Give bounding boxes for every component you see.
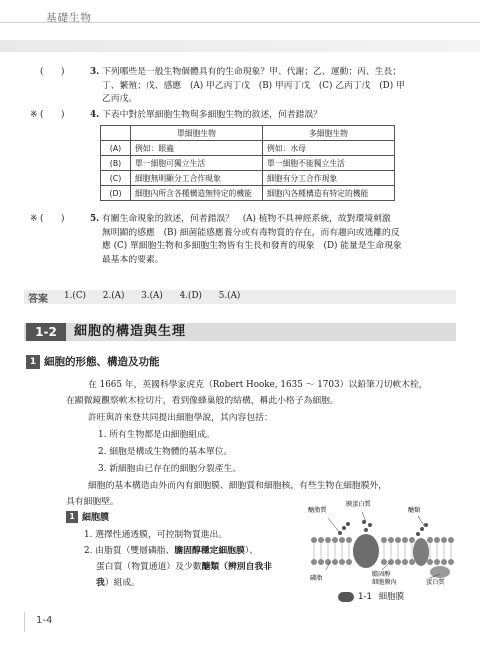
transmembrane-protein (413, 538, 429, 566)
cell-membrane-diagram (300, 500, 460, 586)
table-cell: 例如：眼蟲 (131, 141, 263, 156)
running-header-title: 基礎生物 (46, 12, 92, 24)
paragraph-line: 在 1665 年，英國科學家虎克（Robert Hooke, 1635 ～ 1703）以鉛筆刀切軟木栓， (88, 380, 428, 390)
topic-emphasis: 膽固醇穩定細胞膜 (174, 546, 245, 556)
topic-text: ）組成。 (104, 578, 141, 588)
label-phospholipid: 磷脂 (310, 575, 323, 582)
topic-line (84, 544, 258, 558)
topic-text: 蛋白質（物質通道）及少數 (96, 562, 202, 572)
label-glycolipid: 醣脂質 (308, 507, 327, 514)
paragraph-line: 細胞的基本構造由外而內有細胞膜、細胞質和細胞核，有些生物在細胞膜外， (88, 481, 388, 491)
answer-label: 答案 (28, 294, 48, 305)
label-cholesterol: 膽固醇 (372, 571, 391, 578)
topic-line (96, 560, 272, 574)
table-cell: (A) (101, 141, 131, 156)
answer-paren: ( ) (40, 214, 65, 224)
phospholipid-heads-bottom (311, 559, 454, 565)
header-divider (0, 22, 480, 23)
table-header-row (101, 126, 395, 141)
question-number: 4. (90, 110, 100, 120)
figure-number: 1-1 (358, 592, 372, 602)
paragraph-line: 具有細胞壁。 (66, 497, 119, 507)
phospholipid-tails (314, 543, 451, 559)
comparison-table (100, 125, 395, 201)
table-header-cell: 單細胞生物 (131, 126, 263, 141)
section-title: 細胞的構造與生理 (74, 324, 187, 339)
paragraph-line: 許旺與許來登共同提出細胞學說，其內容包括： (88, 413, 273, 423)
section-number: 1-2 (26, 323, 66, 341)
topic-line (96, 576, 140, 590)
question-line: 最基本的要素。 (102, 254, 164, 265)
channel-protein (353, 534, 379, 568)
answer-list (64, 291, 240, 301)
header-band (0, 40, 480, 52)
list-item: 3. 新細胞由已存在的細胞分裂產生。 (98, 464, 242, 474)
question-line: 有關生命現象的敘述，何者錯誤？ (A) 植物不具神經系統，故對環境刺激 (102, 214, 391, 224)
topic-number-badge: 1 (66, 511, 78, 523)
question-line: 應 (C) 單細胞生物和多細胞生物皆有生長和發育的現象 (D) 能量是生命現象 (102, 241, 402, 251)
label-protein: 蛋白質 (426, 579, 445, 586)
list-item: 2. 細胞是構成生物體的基本單位。 (98, 447, 233, 457)
carbohydrate-chain (338, 520, 428, 536)
table-cell: (B) (101, 156, 131, 171)
question-line: 丁、繁殖；戊、感應 (A) 甲乙丙丁戊 (B) 甲丙丁戊 (C) 乙丙丁戊 (D) 甲 (102, 80, 405, 91)
question-line: 下列哪些是一般生物個體具有的生命現象？甲、代謝；乙、運動；丙、生長； (102, 67, 402, 77)
peripheral-protein (430, 566, 450, 578)
table-cell: 細胞內所含各種構造無特定的機能 (131, 186, 263, 201)
table-cell: 細胞無明顯分工合作現象 (131, 171, 263, 186)
table-cell: 單一細胞可獨立生活 (131, 156, 263, 171)
answer-paren: ( ) (40, 110, 65, 120)
answer-item: 3.(A) (141, 291, 163, 301)
label-membrane-protein: 膜蛋白質 (346, 501, 371, 508)
question-line: 乙丙戊。 (102, 94, 138, 104)
answer-item: 2.(A) (102, 291, 125, 301)
question-number: 3. (90, 67, 100, 77)
topic-text: 2. 由脂質（雙層磷脂、 (84, 546, 175, 556)
topic-title: 細胞膜 (82, 513, 110, 523)
topic-text: ）、 (244, 546, 258, 556)
topic-emphasis: 醣類（辨別自我非 (201, 562, 272, 572)
page-number: 1-4 (36, 615, 53, 626)
table-header-cell: 多細胞生物 (263, 126, 395, 141)
footer-divider (24, 612, 25, 632)
table-cell: 單一細胞不能獨立生活 (263, 156, 395, 171)
table-row (101, 141, 395, 156)
table-header-cell (101, 126, 131, 141)
figure-title: 細胞膜 (378, 592, 405, 602)
label-inner-side: 細胞膜內 (372, 579, 397, 586)
table-cell: 例如：水母 (263, 141, 395, 156)
table-cell: (D) (101, 186, 131, 201)
figure-icon (338, 592, 354, 602)
question-mark: ※ (30, 110, 38, 120)
table-row (101, 171, 395, 186)
figure-caption (358, 590, 404, 602)
table-cell: 細胞有分工合作現象 (263, 171, 395, 186)
question-number: 5. (90, 214, 100, 224)
subsection-number-icon: 1 (26, 355, 40, 369)
question-mark: ※ (30, 214, 38, 224)
answer-item: 1.(C) (64, 291, 86, 301)
question-line: 下表中對於單細胞生物與多細胞生物的敘述，何者錯誤？ (102, 110, 322, 120)
answer-paren: ( ) (40, 67, 65, 77)
label-carbohydrate: 醣類 (408, 507, 421, 514)
question-line: 無明顯的感應 (B) 細菌能感應養分或有毒物質的存在，而有趨向或逃離的反 (102, 227, 400, 238)
list-item: 1. 所有生物都是由細胞組成。 (98, 430, 215, 440)
answer-item: 4.(D) (179, 291, 202, 301)
answer-item: 5.(A) (218, 291, 241, 301)
table-cell: (C) (101, 171, 131, 186)
paragraph-line: 在顯微鏡觀察軟木栓切片，看到像蜂巢般的結構，稱此小格子為細胞。 (66, 396, 339, 406)
table-cell: 細胞內各種構造有特定的機能 (263, 186, 395, 201)
table-row (101, 156, 395, 171)
table-row (101, 186, 395, 201)
topic-line (84, 528, 227, 542)
topic-text: 1. 選擇性通透膜，可控制物質進出。 (84, 530, 228, 540)
topic-emphasis: 我 (96, 578, 105, 588)
subsection-title: 細胞的形態、構造及功能 (44, 356, 160, 368)
phospholipid-heads-top (311, 537, 454, 543)
